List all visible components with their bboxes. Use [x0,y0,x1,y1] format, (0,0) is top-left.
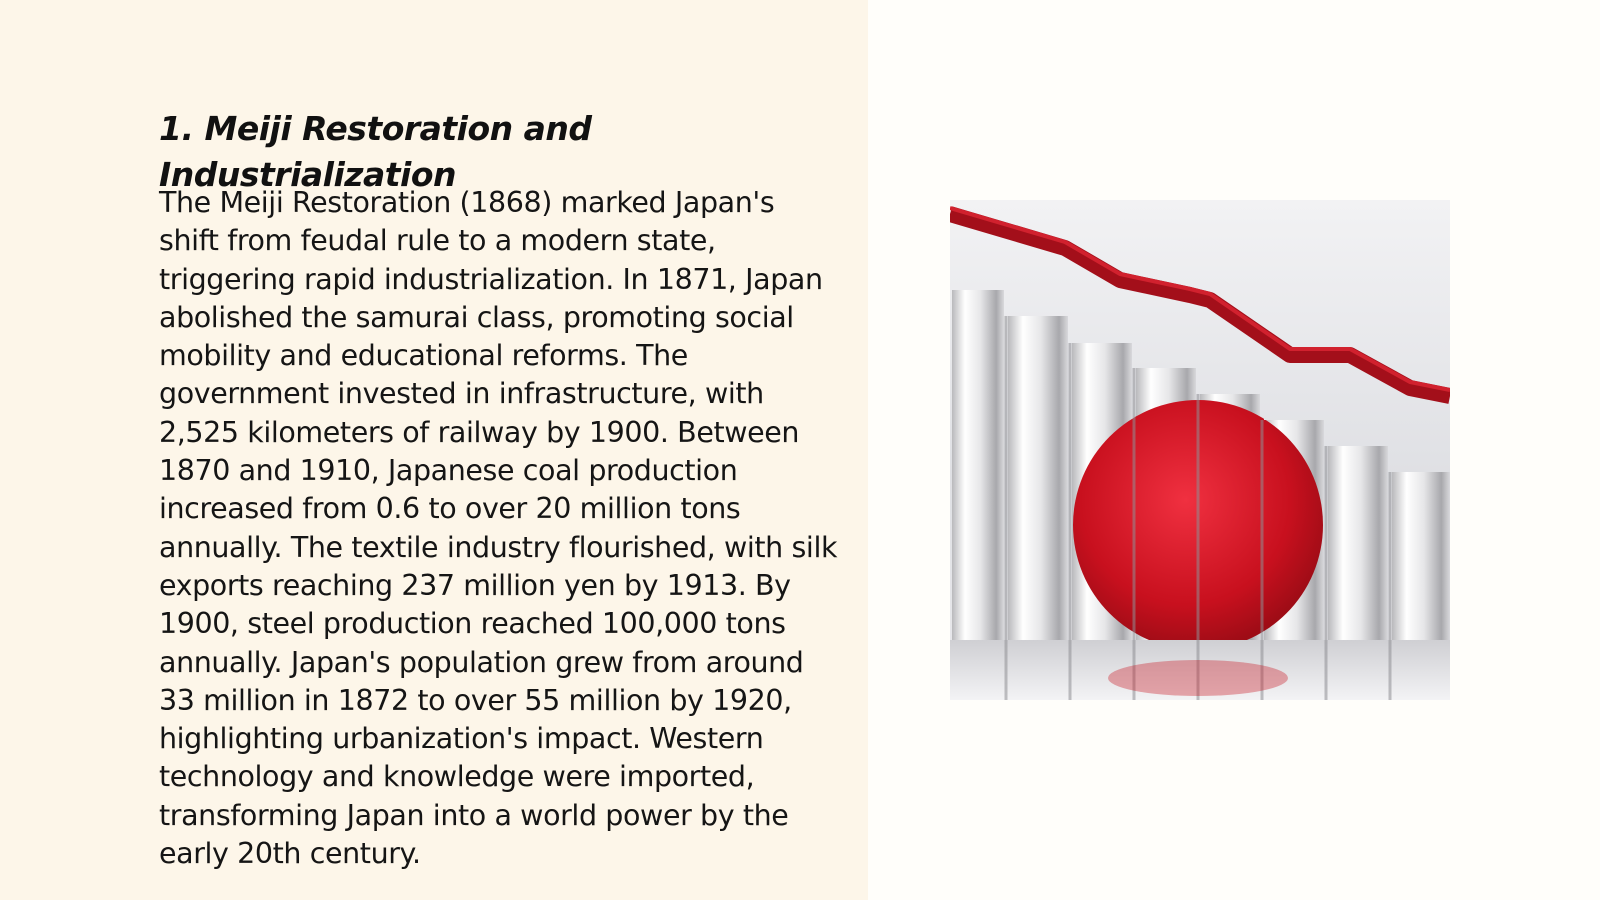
floor-reflection [1108,660,1288,696]
slide-title: 1. Meiji Restoration and Industrialization [159,109,592,194]
japan-flag-bar-chart-icon [950,200,1450,700]
slide-body: The Meiji Restoration (1868) marked Japan's shift from feudal rule to a modern state, triggering rapid industrialization. In 1871, Japan abolished the samurai class, promoting social mobility and educational reforms. The government invested in infrastructure, with 2,525 kilometers of railway by 1900. Between 1870 and 1910, Japanese coal production increased from 0.6 to over 20 million tons annually. The textile industry flourished, with silk exports reaching 237 million yen by 1913. By 1900, steel production reached 100,000 tons annually. Japan's population grew from around 33 million in 1872 to over 55 million by 1920, highlighting urbanization's impact. Western technology and knowledge were imported, transforming Japan into a world power by the early 20th century. [159,186,838,871]
japan-economy-illustration [950,200,1450,700]
